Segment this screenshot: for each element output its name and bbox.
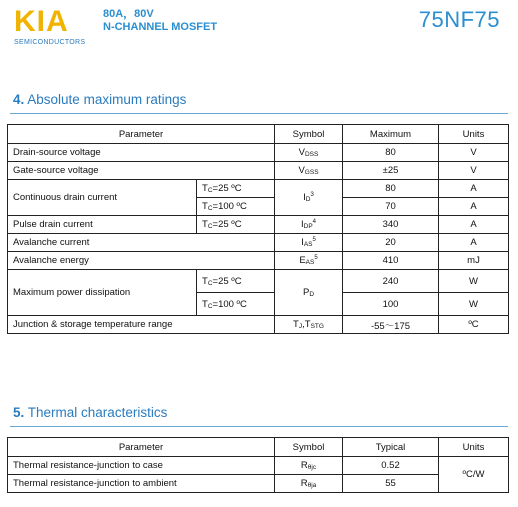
value-cell: -55～175 bbox=[343, 316, 439, 334]
unit-cell: W bbox=[439, 270, 509, 293]
table-row bbox=[8, 252, 509, 270]
param-cell: Pulse drain current bbox=[8, 216, 197, 234]
param-cell: Thermal resistance-junction to ambient bbox=[8, 475, 275, 493]
value-cell: 240 bbox=[343, 270, 439, 293]
symbol-cell: IDP$^4$ bbox=[275, 216, 343, 234]
symbol-cell: VGSS bbox=[275, 162, 343, 180]
table-row bbox=[8, 457, 509, 475]
section-4-title-text: Absolute maximum ratings bbox=[27, 92, 187, 107]
device-type: N-CHANNEL MOSFET bbox=[103, 21, 218, 33]
logo-subtitle: SEMICONDUCTORS bbox=[14, 39, 86, 46]
condition-cell: TC=25 ºC bbox=[197, 270, 275, 293]
col-header-typical: Typical bbox=[343, 438, 439, 457]
col-header-parameter: Parameter bbox=[8, 438, 275, 457]
param-cell: Avalanche current bbox=[8, 234, 275, 252]
col-header-units: Units bbox=[439, 125, 509, 144]
param-cell: Thermal resistance-junction to case bbox=[8, 457, 275, 475]
section-4-title bbox=[13, 92, 186, 107]
table-row bbox=[8, 475, 509, 493]
param-cell: Gate-source voltage bbox=[8, 162, 275, 180]
col-header-units: Units bbox=[439, 438, 509, 457]
unit-cell: V bbox=[439, 162, 509, 180]
section-5-number: 5. bbox=[13, 405, 25, 420]
unit-cell: ºC/W bbox=[439, 457, 509, 493]
value-cell: 80 bbox=[343, 144, 439, 162]
table-header-row bbox=[8, 438, 509, 457]
unit-cell: V bbox=[439, 144, 509, 162]
logo-text: KIA bbox=[14, 5, 69, 38]
value-cell: 20 bbox=[343, 234, 439, 252]
thermal-characteristics-table bbox=[7, 437, 509, 493]
col-header-symbol: Symbol bbox=[275, 125, 343, 144]
section-4-number: 4. bbox=[13, 92, 25, 107]
device-rating: 80A，80V bbox=[103, 8, 154, 20]
section-5-title-text: Thermal characteristics bbox=[27, 405, 168, 420]
company-logo bbox=[14, 6, 94, 46]
symbol-cell: IAS$^5$ bbox=[275, 234, 343, 252]
unit-cell: mJ bbox=[439, 252, 509, 270]
table-row bbox=[8, 162, 509, 180]
value-cell: 340 bbox=[343, 216, 439, 234]
unit-cell: ºC bbox=[439, 316, 509, 334]
col-header-parameter: Parameter bbox=[8, 125, 275, 144]
param-cell: Maximum power dissipation bbox=[8, 270, 197, 316]
section-4-rule bbox=[10, 113, 508, 114]
value-cell: 410 bbox=[343, 252, 439, 270]
table-row bbox=[8, 234, 509, 252]
condition-cell: TC=25 ºC bbox=[197, 180, 275, 198]
table-row bbox=[8, 180, 509, 198]
symbol-cell: VDSS bbox=[275, 144, 343, 162]
value-cell: 0.52 bbox=[343, 457, 439, 475]
device-summary bbox=[103, 8, 217, 34]
value-cell: 55 bbox=[343, 475, 439, 493]
param-cell: Continuous drain current bbox=[8, 180, 197, 216]
table-header-row bbox=[8, 125, 509, 144]
symbol-cell: Rθja bbox=[275, 475, 343, 493]
value-cell: ±25 bbox=[343, 162, 439, 180]
table-row bbox=[8, 144, 509, 162]
unit-cell: A bbox=[439, 180, 509, 198]
value-cell: 100 bbox=[343, 293, 439, 316]
section-5-rule bbox=[10, 426, 508, 427]
param-cell: Junction & storage temperature range bbox=[8, 316, 275, 334]
col-header-maximum: Maximum bbox=[343, 125, 439, 144]
table-row bbox=[8, 270, 509, 293]
col-header-symbol: Symbol bbox=[275, 438, 343, 457]
symbol-cell: Rθjc bbox=[275, 457, 343, 475]
symbol-cell: $ID^3$ bbox=[275, 180, 343, 216]
param-cell: Avalanche energy bbox=[8, 252, 275, 270]
value-cell: 70 bbox=[343, 198, 439, 216]
unit-cell: A bbox=[439, 216, 509, 234]
part-number: 75NF75 bbox=[418, 7, 500, 32]
absolute-max-ratings-table bbox=[7, 124, 509, 334]
unit-cell: W bbox=[439, 293, 509, 316]
condition-cell: TC=25 ºC bbox=[197, 216, 275, 234]
symbol-cell: TJ,TSTG bbox=[275, 316, 343, 334]
unit-cell: A bbox=[439, 234, 509, 252]
param-cell: Drain-source voltage bbox=[8, 144, 275, 162]
symbol-cell: EAS$^5$ bbox=[275, 252, 343, 270]
condition-cell: TC=100 ºC bbox=[197, 293, 275, 316]
value-cell: 80 bbox=[343, 180, 439, 198]
section-5-title bbox=[13, 405, 167, 420]
symbol-cell: PD bbox=[275, 270, 343, 316]
unit-cell: A bbox=[439, 198, 509, 216]
table-row bbox=[8, 316, 509, 334]
table-row bbox=[8, 216, 509, 234]
condition-cell: TC=100 ºC bbox=[197, 198, 275, 216]
